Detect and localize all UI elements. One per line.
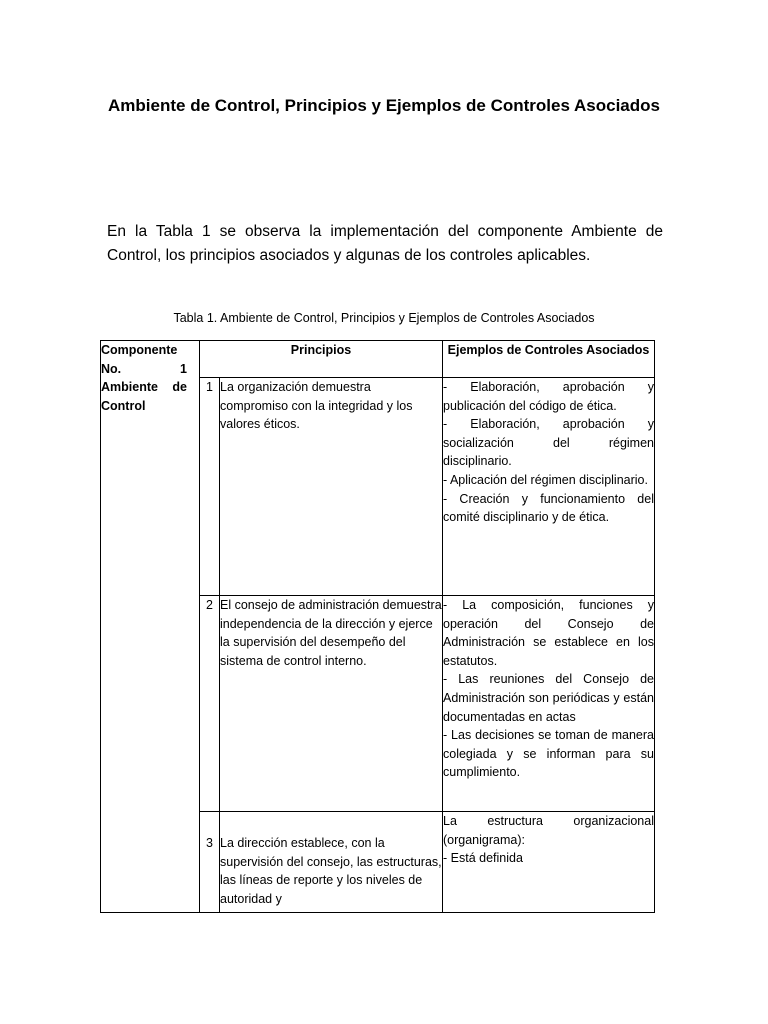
- document-title: Ambiente de Control, Principios y Ejemplos de Controles Asociados: [108, 96, 660, 115]
- controls-cell: [443, 812, 655, 913]
- component-cell: [101, 341, 200, 913]
- header-controles: Ejemplos de Controles Asociados: [443, 341, 655, 378]
- control-item: - Las reuniones del Consejo de Administración son periódicas y están documentadas en actas: [443, 672, 654, 724]
- control-item: La estructura organizacional (organigrama):: [443, 814, 654, 847]
- control-item: - Creación y funcionamiento del comité disciplinario y de ética.: [443, 491, 654, 525]
- principle-number: 3: [200, 812, 220, 913]
- component-label: Componente No. 1 Ambiente de Control: [101, 343, 187, 413]
- table-header-row: [101, 341, 655, 378]
- principle-text: El consejo de administración demuestra independencia de la dirección y ejerce la supervisión del desempeño del sistema de control interno.: [220, 596, 443, 812]
- principle-number: 2: [200, 596, 220, 812]
- table-caption: Tabla 1. Ambiente de Control, Principios y Ejemplos de Controles Asociados: [173, 311, 595, 325]
- control-item: - Elaboración, aprobación y socialización del régimen disciplinario.: [443, 417, 654, 469]
- control-item: - La composición, funciones y operación del Consejo de Administración se establece en los estatutos.: [443, 598, 654, 668]
- intro-paragraph: En la Tabla 1 se observa la implementación del componente Ambiente de Control, los principios asociados y algunas de los controles aplicables.: [107, 223, 663, 264]
- principle-number: 1: [200, 378, 220, 596]
- controls-cell: [443, 596, 655, 812]
- controls-table: [100, 340, 655, 913]
- control-item: - Las decisiones se toman de manera colegiada y se informan para su cumplimiento.: [443, 728, 654, 780]
- control-item: - Aplicación del régimen disciplinario.: [443, 472, 648, 487]
- principle-text: La organización demuestra compromiso con la integridad y los valores éticos.: [220, 378, 443, 596]
- header-principios: Principios: [200, 341, 443, 378]
- principle-text: La dirección establece, con la supervisión del consejo, las estructuras, las líneas de reporte y los niveles de autoridad y: [220, 812, 443, 913]
- control-item: - Elaboración, aprobación y publicación del código de ética.: [443, 380, 654, 413]
- control-item: - Está definida: [443, 851, 523, 866]
- controls-cell: [443, 378, 655, 596]
